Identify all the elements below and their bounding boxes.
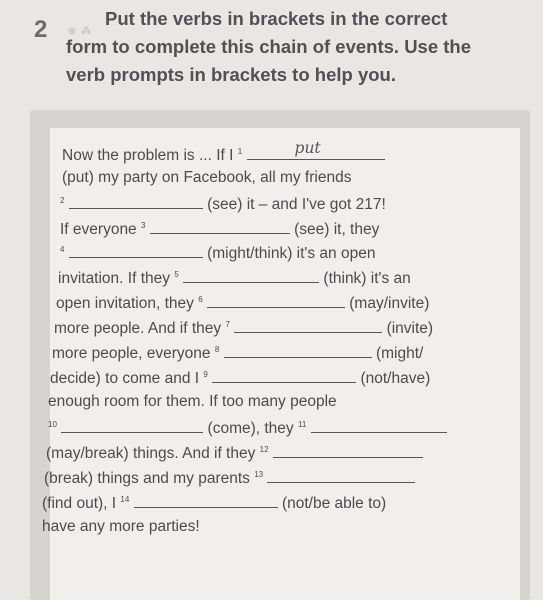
text-segment: (come), they [207,420,294,437]
gap-number-9: 9 [203,369,208,379]
gap-number-5: 5 [174,269,179,279]
text-line-6 [58,268,411,288]
text-line-16: have any more parties! [42,518,200,535]
gap-14[interactable] [134,493,278,508]
gap-number-8: 8 [214,344,220,354]
text-line-4 [60,219,379,239]
text-segment: Now the problem is ... If I [62,147,234,164]
gap-5[interactable] [183,268,319,283]
text-segment: (think) it's an [323,270,411,287]
text-line-14 [44,468,415,488]
text-line-11: enough room for them. If too many people [48,393,337,410]
text-segment: decide) to come and I [50,370,200,387]
text-segment: invitation. If they [58,270,171,287]
text-line-9 [52,343,423,363]
instruction-line-1: Put the verbs in brackets in the correct [105,8,448,29]
text-line-8 [54,318,433,338]
gap-4[interactable] [69,243,203,258]
text-segment: (see) it – and I've got 217! [207,196,386,213]
text-line-5 [60,243,375,263]
gap-number-12: 12 [259,444,269,454]
text-segment: (invite) [386,320,434,337]
text-line-1 [62,139,385,165]
text-line-12 [48,418,447,438]
gap-11[interactable] [311,418,447,433]
instruction-line-3: verb prompts in brackets to help you. [66,64,396,85]
text-line-10 [50,368,430,388]
gap-number-3: 3 [141,220,146,230]
text-segment: (might/ [375,345,424,362]
gap-9[interactable] [212,368,356,383]
text-segment: (see) it, they [294,221,380,238]
gap-number-4: 4 [60,244,65,254]
text-segment: If everyone [60,221,137,238]
gap-number-1: 1 [237,146,243,156]
gap-8[interactable] [224,343,372,358]
gap-number-11: 11 [297,419,307,429]
text-line-2: (put) my party on Facebook, all my friends [62,169,352,186]
gap-number-10: 10 [48,419,57,429]
text-line-7 [56,293,429,313]
gap-number-6: 6 [198,294,203,304]
exercise-number: 2 [34,16,48,43]
text-line-13 [46,443,423,463]
text-segment: more people. And if they [54,320,222,337]
gap-7[interactable] [234,318,382,333]
text-segment: (may/break) things. And if they [46,445,256,462]
text-segment: (not/have) [360,370,431,387]
text-segment: (find out), I [42,495,117,512]
gap-number-7: 7 [225,319,230,329]
gap-1[interactable] [247,139,385,160]
gap-number-2: 2 [60,195,65,205]
gap-13[interactable] [267,468,415,483]
gap-10[interactable] [61,418,203,433]
exercise-type-icon: ⊕ ⁂ [68,26,93,37]
text-segment: open invitation, they [56,295,194,312]
gap-number-14: 14 [120,494,130,504]
gap-3[interactable] [150,219,290,234]
gap-number-13: 13 [254,469,264,479]
gap-1-answer: put [294,139,321,157]
text-segment: (might/think) it's an open [207,245,376,262]
gap-6[interactable] [207,293,345,308]
gap-2[interactable] [69,194,203,209]
exercise-header [0,0,543,100]
text-line-3 [60,194,386,214]
text-segment: more people, everyone [52,345,211,362]
text-segment: (may/invite) [349,295,430,312]
gap-12[interactable] [273,443,423,458]
instruction-line-2: form to complete this chain of events. Use the [66,36,472,57]
text-segment: (break) things and my parents [44,470,250,487]
text-segment: (not/be able to) [281,495,387,512]
text-line-15 [42,493,386,513]
